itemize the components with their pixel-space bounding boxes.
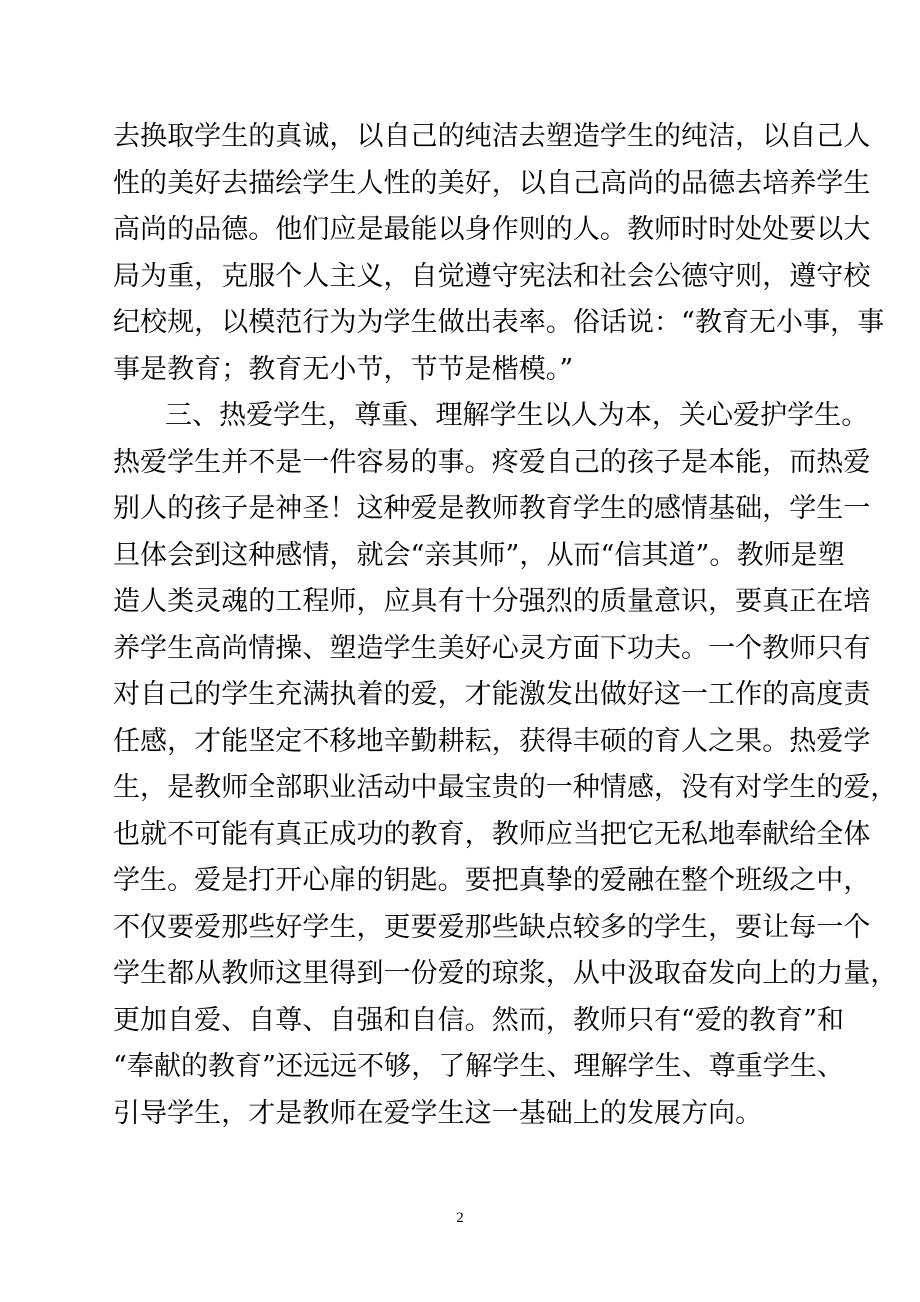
text-line: 对自己的学生充满执着的爱，才能激发出做好这一工作的高度责	[113, 679, 871, 710]
text-line: 养学生高尚情操、塑造学生美好心灵方面下功夫。一个教师只有	[113, 632, 871, 664]
text-line: 局为重，克服个人主义，自觉遵守宪法和社会公德守则，遵守校	[113, 260, 871, 292]
text-line: 学生都从教师这里得到一份爱的琼浆，从中汲取奋发向上的力量，	[113, 958, 898, 989]
section-heading: 三、热爱学生，尊重、理解学生以人为本，关心爱护学生。	[165, 400, 869, 431]
text-line: 热爱学生并不是一件容易的事。疼爱自己的孩子是本能，而热爱	[113, 446, 871, 478]
text-line: 造人类灵魂的工程师，应具有十分强烈的质量意识，要真正在培	[113, 586, 871, 617]
text-line: 任感，才能坚定不移地辛勤耕耘，获得丰硕的育人之果。热爱学	[113, 725, 871, 757]
text-line: 性的美好去描绘学生人性的美好，以自己高尚的品德去培养学生	[113, 167, 871, 199]
text-line: 更加自爱、自尊、自强和自信。然而，教师只有“爱的教育”和	[113, 1004, 845, 1036]
text-line: 别人的孩子是神圣！这种爱是教师教育学生的感情基础，学生一	[113, 493, 871, 524]
text-line: 不仅要爱那些好学生，更要爱那些缺点较多的学生，要让每一个	[113, 911, 871, 943]
text-line: 高尚的品德。他们应是最能以身作则的人。教师时时处处要以大	[113, 214, 871, 245]
text-line: “奉献的教育”还远远不够，了解学生、理解学生、尊重学生、	[113, 1051, 845, 1082]
text-line: 旦体会到这种感情，就会“亲其师”，从而“信其道”。教师是塑	[113, 539, 845, 571]
page-number: 2	[456, 1210, 464, 1226]
text-line: 生，是教师全部职业活动中最宝贵的一种情感，没有对学生的爱，	[113, 772, 898, 803]
text-line: 也就不可能有真正成功的教育，教师应当把它无私地奉献给全体	[113, 818, 871, 850]
text-line: 去换取学生的真诚，以自己的纯洁去塑造学生的纯洁，以自己人	[113, 121, 871, 152]
text-line: 事是教育；教育无小节，节节是楷模。”	[113, 353, 574, 385]
text-line: 引导学生，才是教师在爱学生这一基础上的发展方向。	[113, 1097, 763, 1129]
text-line: 纪校规，以模范行为为学生做出表率。俗话说：“教育无小事，事	[113, 307, 885, 338]
text-line: 学生。爱是打开心扉的钥匙。要把真挚的爱融在整个班级之中，	[113, 865, 871, 896]
